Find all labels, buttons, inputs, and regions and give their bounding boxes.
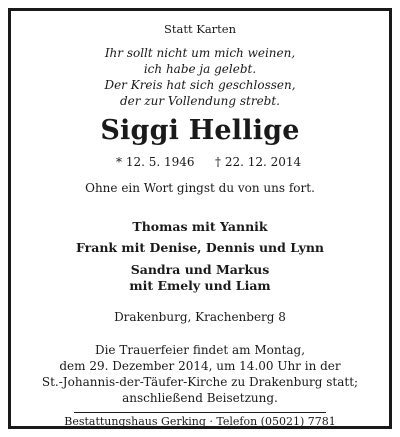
verse-line-1: Ihr sollt nicht um mich weinen,	[104, 46, 296, 60]
verse-line-3: Der Kreis hat sich geschlossen,	[104, 78, 296, 92]
ceremony-line-1: Die Trauerfeier findet am Montag,	[94, 343, 306, 357]
farewell-text: Ohne ein Wort gingst du von uns fort.	[85, 181, 315, 195]
footer-divider	[74, 412, 326, 413]
ceremony-line-4: anschließend Beisetzung.	[122, 391, 278, 405]
death-date: † 22. 12. 2014	[215, 155, 302, 169]
family-line-3: Sandra und Markus	[130, 262, 270, 277]
family-line-1: Thomas mit Yannik	[132, 219, 268, 234]
family-line-2: Frank mit Denise, Dennis und Lynn	[75, 240, 325, 255]
funeral-home-footer: Bestattungshaus Gerking · Telefon (05021) 7781	[64, 415, 336, 428]
address-text: Drakenburg, Krachenberg 8	[114, 310, 286, 324]
family-line-4: mit Emely und Liam	[129, 278, 271, 293]
ceremony-line-3: St.-Johannis-der-Täufer-Kirche zu Drakenburg statt;	[41, 375, 359, 389]
verse-line-2: ich habe ja gelebt.	[143, 62, 257, 76]
ceremony-line-2: dem 29. Dezember 2014, um 14.00 Uhr in der	[59, 359, 341, 373]
deceased-name: Siggi Hellige	[100, 115, 300, 146]
birth-date: * 12. 5. 1946	[116, 155, 195, 169]
header-text: Statt Karten	[163, 22, 237, 36]
verse-line-4: der zur Vollendung strebt.	[119, 94, 280, 108]
